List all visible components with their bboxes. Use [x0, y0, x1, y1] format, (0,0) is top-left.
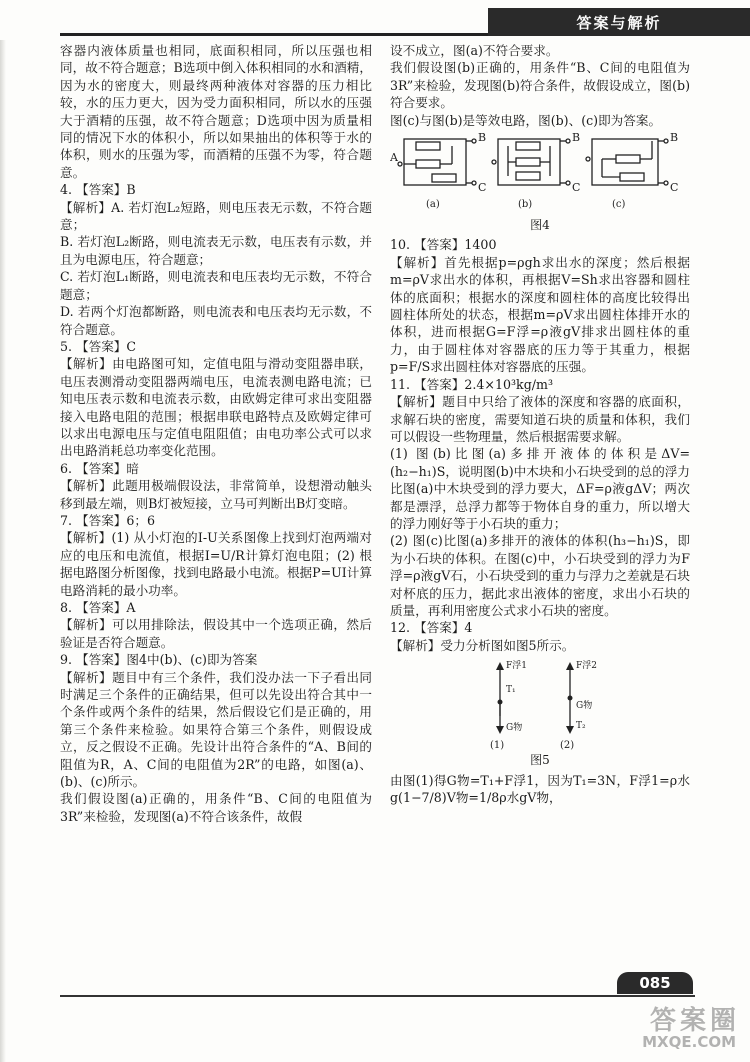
paragraph: 【解析】此题用极端假设法，非常简单，设想滑动触头移到最左端，则B灯被短接，立马可判断出B灯变暗。 [60, 478, 372, 511]
node-label-c: C [572, 181, 581, 195]
answer-heading: 9. 【答案】图4中(b)、(c)即为答案 [60, 652, 258, 668]
paragraph: (1) 图(b)比图(a)多排开液体的体积是ΔV=(h₂−h₁)S，说明图(b)中木块和小石块受到的总的浮力比图(a)中木块受到的浮力要大，ΔF=ρ液gΔV；两次都是漂浮，总浮力都等于物体自身的重力，所以增大的浮力刚好等于小石块的重力； [390, 446, 690, 531]
page-header [0, 0, 750, 40]
node-label-b: B [572, 133, 581, 145]
paragraph: 我们假设图(b)正确的，用条件“B、C间的电阻值为3R”来检验，发现图(b)符合条件，故假设成立，图(b)符合要求。 [390, 60, 690, 111]
paragraph: 容器内液体质量也相同，底面积相同，所以压强也相同，故不符合题意；B选项中倒入体积相同的水和酒精，因为水的密度大，则最终两种液体对容器的压力相比较，水的压力更大，因为受力面积相同，所以水的压强大于酒精的压强，故不符合题意；D选项中因为质量相同的情况下水的体积小，所以如果抽出的体积等于水的体积，则水的压强为零，而酒精的压强不为零，符合题意。 [60, 43, 372, 180]
watermark-url: MXQE.COM [642, 1033, 736, 1051]
force-diagram-2 [560, 659, 597, 750]
right-column [390, 42, 690, 806]
page-binding-shadow [0, 40, 6, 1062]
force-diagrams [460, 658, 620, 750]
subcaption-1: (1) [490, 740, 505, 751]
figure-5 [390, 658, 690, 769]
paragraph: 图(c)与图(b)是等效电路，图(b)、(c)即为答案。 [390, 112, 662, 128]
paragraph: 【解析】A. 若灯泡L₂短路，则电压表无示数，不符合题意； [60, 199, 372, 233]
force-label: F浮1 [506, 661, 527, 672]
watermark-text: 答案圈 [649, 1006, 740, 1036]
answer-heading: 12. 【答案】4 [390, 620, 473, 636]
subcaption-2: (2) [560, 740, 575, 751]
paragraph: 由图(1)得G物=T₁+F浮1，因为T₁=3N，F浮1=ρ水g(1−7/8)V物=1/8ρ水gV物， [390, 772, 690, 805]
paragraph: (2) 图(c)比图(a)多排开的液体的体积(h₃−h₁)S，即为小石块的体积。在图(c)中，小石块受到的浮力为F浮=ρ液gV石，小石块受到的重力与浮力之差就是石块对杯底的压力，据此求出液体的密度，求出小石块的质量，再利用密度公式求小石块的密度。 [390, 533, 690, 618]
answer-heading: 7. 【答案】6；6 [60, 512, 156, 528]
node-label-b: B [670, 133, 679, 145]
answer-heading: 11. 【答案】2.4×10³kg/m³ [390, 376, 553, 392]
footer-rule [60, 995, 695, 997]
answer-heading: 10. 【答案】1400 [390, 237, 497, 253]
figure-5-caption: 图5 [530, 753, 550, 768]
answer-heading: 4. 【答案】B [60, 182, 136, 198]
answer-heading: 5. 【答案】C [60, 338, 137, 354]
answer-heading: 8. 【答案】A [60, 600, 136, 615]
page-number: 085 [617, 972, 693, 994]
node-label-c: C [670, 181, 679, 195]
figure-4-caption: 图4 [530, 218, 550, 233]
force-diagram-1 [490, 659, 527, 750]
paragraph: 我们假设图(a)正确的，用条件“B、C间的电阻值为3R”来检验，发现图(a)不符合该条件，故假 [60, 791, 372, 824]
paragraph: 【解析】首先根据p=ρgh求出水的深度；然后根据m=ρV求出水的体积，再根据V=Sh求出容器和圆柱体的底面积；根据水的深度和圆柱体的高度比较得出圆柱体所处的状态，根据m=ρV求出圆柱体排开水的体积，进而根据G=F浮=ρ液gV排求出圆柱体的重力，由于圆柱体对容器底的压力等于其重力，根据p=F/S求出圆柱体对容器底的压强。 [390, 254, 690, 375]
paragraph: 【解析】题目中有三个条件，我们没办法一下子看出同时满足三个条件的正确结果，但可以先设出符合其中一个条件或两个条件的结果，然后假设它们是正确的，用第三个条件来检验。如果符合第三个条件，则假设成立，反之假设不正确。先设计出符合条件的“A、B间的阻值为R，A、C间的电阻值为2R”的电路，如图(a)、(b)、(c)所示。 [60, 669, 372, 790]
subcaption-b: (b) [518, 199, 533, 211]
paragraph: 【解析】由电路图可知，定值电阻与滑动变阻器串联，电压表测滑动变阻器两端电压，电流表测电路电流；已知电压表示数和电流表示数，由欧姆定律可求出变阻器接入电路电阻的范围；根据串联电路特点及欧姆定律可以求出电源电压与定值电阻阻值；由电功率公式可以求出电路消耗总功率变化范围。 [60, 356, 372, 459]
answer-heading: 6. 【答案】暗 [60, 460, 139, 476]
force-label: T₂ [576, 721, 586, 732]
circuit-diagrams [390, 133, 690, 215]
circuit-a [390, 133, 486, 210]
left-column [60, 42, 372, 825]
subcaption-c: (c) [612, 199, 626, 211]
force-label: G物 [576, 701, 593, 712]
force-label: T₁ [506, 685, 516, 696]
paragraph: 设不成立，图(a)不符合要求。 [390, 43, 559, 58]
paragraph: 【解析】题目中只给了液体的深度和容器的底面积，求解石块的密度，需要知道石块的质量和体积，我们可以假设一些物理量，然后根据需要求解。 [390, 394, 690, 444]
paragraph: D. 若两个灯泡都断路，则电流表和电压表均无示数，不符合题意。 [60, 304, 372, 337]
figure-4 [390, 133, 690, 234]
header-title: 答案与解析 [488, 8, 750, 36]
paragraph: 【解析】(1) 从小灯泡的I-U关系图像上找到灯泡两端对应的电压和电流值，根据I=U/R计算灯泡电阻；(2) 根据电路图分析图像，找到电路最小电流。根据P=UI计算电路消耗的最小功率。 [60, 530, 372, 598]
force-label: F浮2 [576, 661, 597, 672]
watermark-logo [560, 1000, 750, 1060]
node-label-c: C [478, 181, 487, 195]
force-label: G物 [506, 723, 523, 734]
paragraph: 【解析】可以用排除法，假设其中一个选项正确，然后验证是否符合题意。 [60, 617, 372, 650]
subcaption-a: (a) [426, 199, 440, 211]
paragraph: B. 若灯泡L₂断路，则电流表无示数，电压表有示数，并且为电源电压，符合题意； [60, 234, 372, 267]
node-label-b: B [478, 133, 487, 145]
node-label-a: A [390, 151, 398, 165]
circuit-b [492, 133, 580, 210]
circuit-c [586, 133, 678, 210]
paragraph: 【解析】受力分析图如图5所示。 [390, 637, 575, 653]
paragraph: C. 若灯泡L₁断路，则电流表和电压表均无示数，不符合题意； [60, 269, 372, 302]
